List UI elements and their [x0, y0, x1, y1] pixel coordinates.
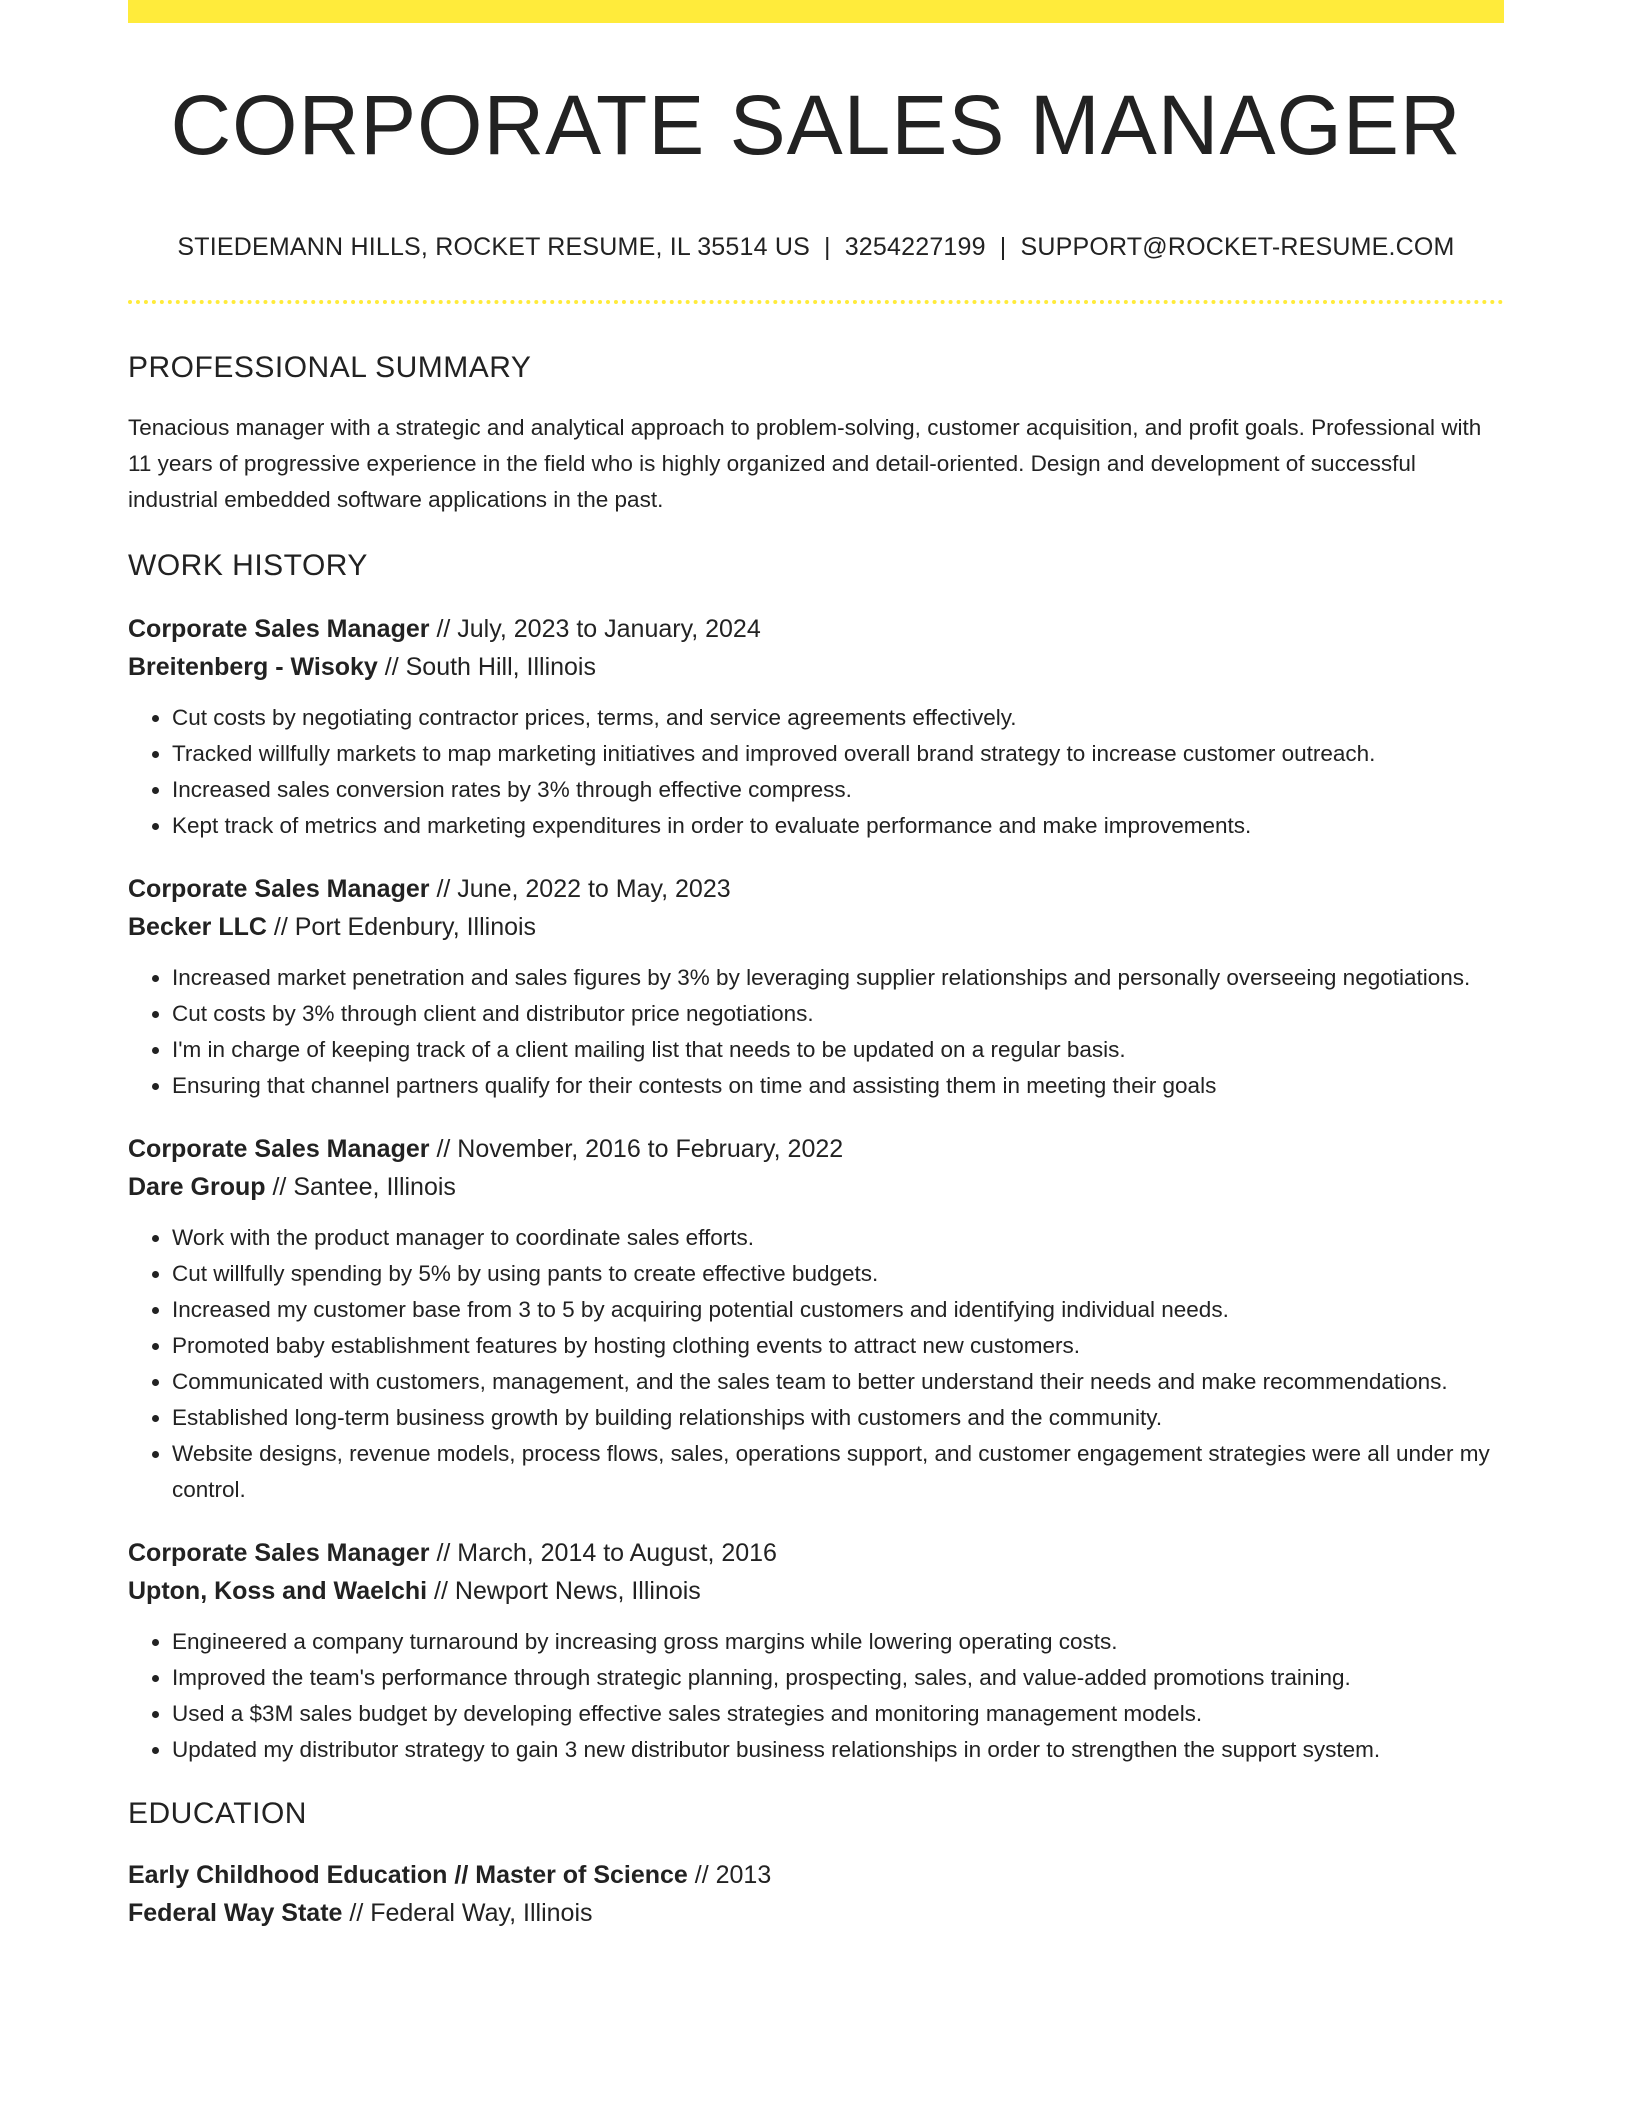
page-title: CORPORATE SALES MANAGER — [170, 78, 1462, 172]
job-entry — [128, 870, 1504, 1104]
job-bullet: • I'm in charge of keeping track of a client mailing list that needs to be updated on a regular basis. — [172, 1032, 1504, 1068]
job-bullet: • Communicated with customers, management, and the sales team to better understand their needs and make recommendations. — [172, 1364, 1504, 1400]
job-company: Breitenberg - Wisoky — [128, 653, 378, 681]
job-bullet-list — [128, 1220, 1504, 1508]
job-role-line — [128, 610, 1504, 648]
header-divider — [128, 300, 1504, 304]
job-role: Corporate Sales Manager — [128, 1539, 430, 1567]
contact-line — [128, 233, 1504, 262]
job-bullet: • Engineered a company turnaround by increasing gross margins while lowering operating costs. — [172, 1624, 1504, 1660]
job-entry — [128, 1130, 1504, 1508]
education-degree-line — [128, 1856, 1504, 1894]
job-company-line — [128, 908, 1504, 946]
job-role-line — [128, 1534, 1504, 1572]
job-bullet: • Cut costs by negotiating contractor prices, terms, and service agreements effectively. — [172, 700, 1504, 736]
job-dates: // June, 2022 to May, 2023 — [429, 875, 731, 903]
work-history-list — [128, 610, 1504, 1768]
job-company-line — [128, 1572, 1504, 1610]
job-location: // Port Edenbury, Illinois — [266, 913, 537, 941]
job-company: Upton, Koss and Waelchi — [128, 1577, 428, 1605]
job-location: // Santee, Illinois — [265, 1173, 456, 1201]
job-role: Corporate Sales Manager — [128, 1135, 430, 1163]
job-company: Becker LLC — [128, 913, 267, 941]
job-bullet: • Kept track of metrics and marketing expenditures in order to evaluate performance and make improvements. — [172, 808, 1504, 844]
job-bullet: • Increased my customer base from 3 to 5 by acquiring potential customers and identifying individual needs. — [172, 1292, 1504, 1328]
job-role: Corporate Sales Manager — [128, 875, 430, 903]
education-entry — [128, 1856, 1504, 1932]
education-location: // Federal Way, Illinois — [342, 1899, 593, 1927]
summary-heading: PROFESSIONAL SUMMARY — [128, 351, 532, 384]
job-dates: // March, 2014 to August, 2016 — [429, 1539, 777, 1567]
summary-text: Tenacious manager with a strategic and analytical approach to problem-solving, customer acquisition, and profit goals. Professional with 11 years of progressive experience in the field who is highly organized and detail-oriented. Design and development of successful industrial embedded software applications in the past. — [128, 415, 1482, 512]
job-company-line — [128, 648, 1504, 686]
job-bullet: • Improved the team's performance through strategic planning, prospecting, sales, and value-added promotions training. — [172, 1660, 1504, 1696]
job-location: // Newport News, Illinois — [427, 1577, 701, 1605]
contact-phone: 3254227199 — [844, 233, 986, 261]
job-company-line — [128, 1168, 1504, 1206]
job-company: Dare Group — [128, 1173, 266, 1201]
job-dates: // November, 2016 to February, 2022 — [429, 1135, 844, 1163]
education-heading: EDUCATION — [128, 1797, 307, 1830]
job-bullet: • Ensuring that channel partners qualify for their contests on time and assisting them in meeting their goals — [172, 1068, 1504, 1104]
job-bullet: • Increased market penetration and sales figures by 3% by leveraging supplier relationships and personally overseeing negotiations. — [172, 960, 1504, 996]
top-accent-bar — [128, 0, 1504, 23]
contact-separator: | — [824, 233, 831, 261]
job-location: // South Hill, Illinois — [377, 653, 596, 681]
job-bullet: • Established long-term business growth by building relationships with customers and the community. — [172, 1400, 1504, 1436]
education-year: // 2013 — [687, 1861, 772, 1889]
job-entry — [128, 610, 1504, 844]
job-bullet: • Used a $3M sales budget by developing effective sales strategies and monitoring management models. — [172, 1696, 1504, 1732]
job-entry — [128, 1534, 1504, 1768]
job-bullet-list — [128, 700, 1504, 844]
contact-email: SUPPORT@ROCKET-RESUME.COM — [1020, 233, 1455, 261]
job-bullet: • Work with the product manager to coordinate sales efforts. — [172, 1220, 1504, 1256]
job-bullet-list — [128, 960, 1504, 1104]
job-bullet: • Website designs, revenue models, process flows, sales, operations support, and customer engagement strategies were all under my control. — [172, 1436, 1504, 1508]
job-dates: // July, 2023 to January, 2024 — [429, 615, 761, 643]
job-role: Corporate Sales Manager — [128, 615, 430, 643]
job-role-line — [128, 870, 1504, 908]
job-bullet: • Increased sales conversion rates by 3% through effective compress. — [172, 772, 1504, 808]
job-bullet: • Updated my distributor strategy to gain 3 new distributor business relationships in order to strengthen the support system. — [172, 1732, 1504, 1768]
job-bullet: • Promoted baby establishment features by hosting clothing events to attract new customers. — [172, 1328, 1504, 1364]
job-bullet: • Cut willfully spending by 5% by using pants to create effective budgets. — [172, 1256, 1504, 1292]
contact-separator: | — [999, 233, 1007, 261]
job-bullet: • Cut costs by 3% through client and distributor price negotiations. — [172, 996, 1504, 1032]
resume-page — [128, 0, 1504, 1932]
contact-address: STIEDEMANN HILLS, ROCKET RESUME, IL 35514 US — [177, 233, 810, 261]
education-school: Federal Way State — [128, 1899, 343, 1927]
education-school-line — [128, 1894, 1504, 1932]
education-degree: Early Childhood Education // Master of Science — [128, 1861, 688, 1889]
job-bullet-list — [128, 1624, 1504, 1768]
job-bullet: • Tracked willfully markets to map marketing initiatives and improved overall brand strategy to increase customer outreach. — [172, 736, 1504, 772]
job-role-line — [128, 1130, 1504, 1168]
work-history-heading: WORK HISTORY — [128, 549, 368, 582]
